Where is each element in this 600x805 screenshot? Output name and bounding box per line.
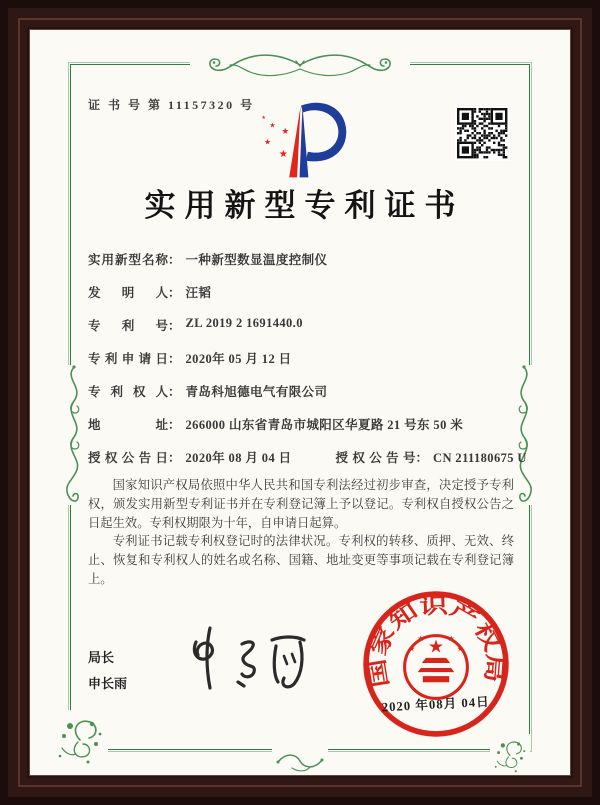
bottom-center-ornament: [272, 748, 328, 774]
field-label: 专利权人: [88, 385, 168, 399]
certificate-title: 实用新型专利证书: [144, 188, 465, 223]
commissioner-name: 申长雨: [88, 676, 128, 691]
bottom-left-floral-ornament: [52, 710, 108, 766]
field-label: 实用新型名称: [88, 253, 168, 267]
field-row-patent-number: 专利号 ： ZL 2019 2 1691440.0: [88, 316, 303, 333]
signoff-block: [88, 645, 127, 697]
field-row-name: 实用新型名称 ： 一种新型数显温度控制仪: [88, 250, 518, 283]
field-value: ZL 2019 2 1691440.0: [185, 316, 303, 330]
field-label: 授权公告日: [88, 451, 168, 465]
flag-stars-icon: [262, 115, 289, 157]
seal-ring-text: 国家知识产权局: [366, 594, 507, 689]
field-value: 汪韬: [185, 286, 212, 300]
official-seal: [360, 588, 512, 740]
field-value: 一种新型数显温度控制仪: [185, 253, 328, 267]
field-value: 青岛科旭德电气有限公司: [185, 385, 328, 399]
seal-date: 2020 年08月 04日: [381, 694, 491, 715]
legal-paragraph-2: 专利证书记载专利权登记时的法律状况。专利权的转移、质押、无效、终止、恢复和专利权人的姓名或名称、国籍、地址变更等事项记载在专利登记簿上。: [88, 534, 514, 586]
left-flourish-ornament: [58, 365, 90, 505]
commissioner-title: 局长: [88, 650, 115, 665]
field-label: 专利申请日: [88, 352, 168, 366]
field-row-inventor: 发明人 ： 汪韬: [88, 283, 518, 316]
fields-section: [88, 250, 527, 481]
field-label: 授权公告号: [335, 451, 416, 465]
qr-code: [455, 106, 510, 161]
field-value: 2020年 08 月 04 日: [185, 451, 292, 465]
logo-blue-wedge: [300, 107, 309, 178]
national-emblem-icon: [405, 635, 468, 698]
cnipa-logo-icon: [243, 94, 361, 184]
grant-number-pair: 授权公告号： CN 211180675 U: [336, 448, 527, 466]
commissioner-signature: [180, 618, 320, 703]
certificate-paper: [30, 30, 570, 775]
field-row-patentee: 专利权人 ： 青岛科旭德电气有限公司: [88, 382, 518, 415]
grant-date-pair: 授权公告日： 2020年 08 月 04 日: [88, 448, 292, 466]
bottom-right-floral-ornament: [490, 734, 530, 774]
logo-p-bowl: [301, 103, 346, 162]
field-value: 266000 山东省青岛市城阳区华夏路 21 号东 50 米: [185, 418, 464, 432]
legal-paragraph-1: 国家知识产权局依照中华人民共和国专利法经过初步审查，决定授予专利权，颁发实用新型专利证书并在专利登记簿上予以登记。专利权自授权公告之日起生效。专利权期限为十年，自申请日起算。: [88, 478, 514, 530]
field-row-filing-date: 专利申请日 ： 2020年 05 月 12 日: [88, 349, 518, 382]
legal-text: [88, 476, 514, 589]
field-row-address: 地址 ： 266000 山东省青岛市城阳区华夏路 21 号东 50 米: [88, 415, 518, 448]
field-value: 2020年 05 月 12 日: [185, 352, 292, 366]
field-label: 发明人: [88, 286, 168, 300]
field-label: 地址: [88, 418, 168, 432]
certificate-number: 证 书 号 第 11157320 号: [88, 98, 255, 112]
field-label: 专利号: [88, 319, 168, 333]
top-flourish-ornament: [190, 48, 410, 84]
logo-red-wedge: [289, 107, 300, 178]
field-value: CN 211180675 U: [433, 451, 527, 465]
